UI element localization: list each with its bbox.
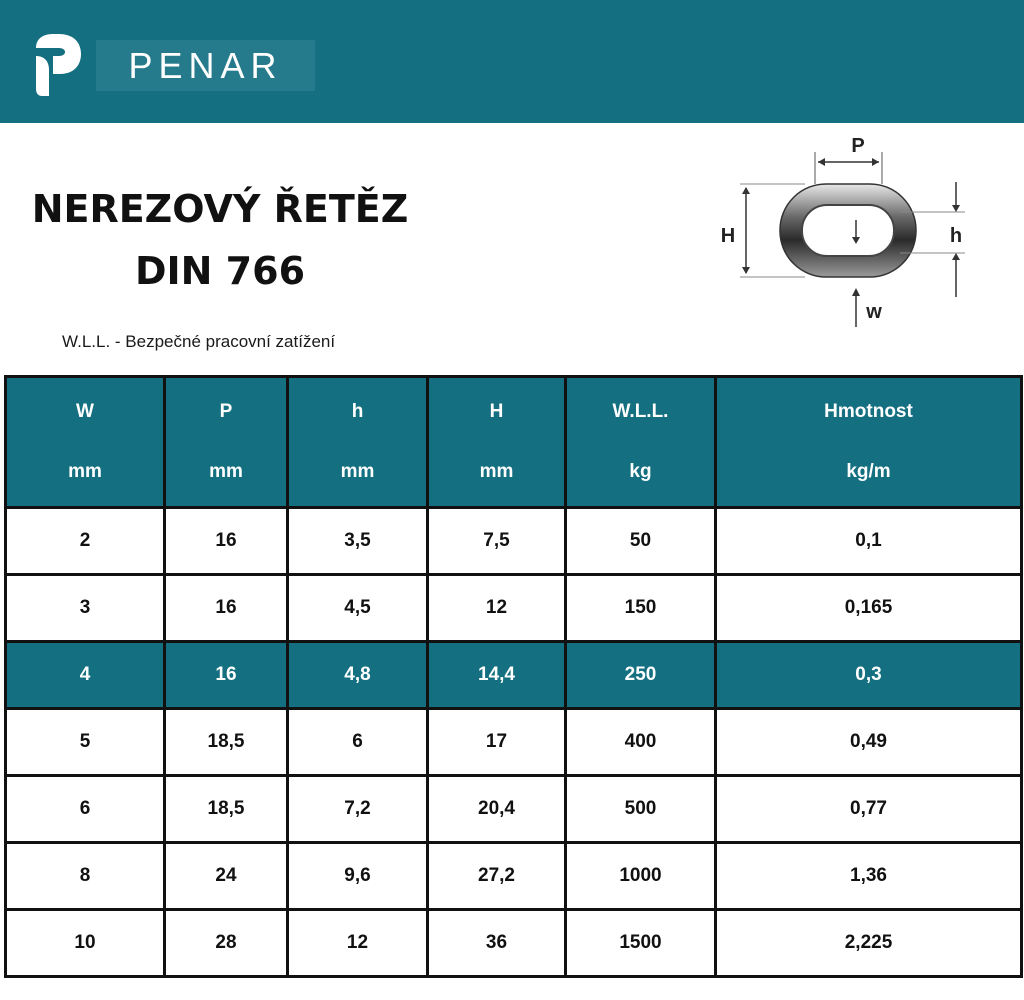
table-row xyxy=(6,843,1022,910)
cell-w: 5 xyxy=(6,709,165,776)
brand-logo-box xyxy=(96,40,315,91)
cell-wll: 50 xyxy=(566,508,716,575)
table-header-row xyxy=(6,377,1022,508)
cell-h: 7,2 xyxy=(288,776,428,843)
table-row xyxy=(6,709,1022,776)
cell-w: 6 xyxy=(6,776,165,843)
cell-w: 4 xyxy=(6,642,165,709)
cell-p: 16 xyxy=(165,575,288,642)
wll-note: W.L.L. - Bezpečné pracovní zatížení xyxy=(62,332,336,351)
cell-p: 28 xyxy=(165,910,288,977)
cell-h: 9,6 xyxy=(288,843,428,910)
header-W: W mm xyxy=(6,377,165,508)
cell-H: 17 xyxy=(428,709,566,776)
header-P: P mm xyxy=(165,377,288,508)
cell-h: 4,5 xyxy=(288,575,428,642)
cell-H: 27,2 xyxy=(428,843,566,910)
cell-h: 6 xyxy=(288,709,428,776)
diagram-label-P: P xyxy=(851,135,865,157)
cell-hmotnost: 0,3 xyxy=(716,642,1022,709)
cell-p: 16 xyxy=(165,642,288,709)
diagram-label-H: H xyxy=(720,225,736,247)
brand-name: PENAR xyxy=(128,45,283,86)
chain-link-diagram xyxy=(710,132,975,332)
cell-hmotnost: 1,36 xyxy=(716,843,1022,910)
cell-w: 2 xyxy=(6,508,165,575)
cell-H: 14,4 xyxy=(428,642,566,709)
cell-w: 8 xyxy=(6,843,165,910)
cell-hmotnost: 0,49 xyxy=(716,709,1022,776)
header-H: H mm xyxy=(428,377,566,508)
title-line-2: DIN 766 xyxy=(134,249,306,293)
cell-wll: 250 xyxy=(566,642,716,709)
title-line-1: NEREZOVÝ ŘETĚZ xyxy=(31,187,409,231)
cell-hmotnost: 0,165 xyxy=(716,575,1022,642)
cell-w: 10 xyxy=(6,910,165,977)
table-row-highlighted xyxy=(6,642,1022,709)
cell-hmotnost: 0,77 xyxy=(716,776,1022,843)
page-title xyxy=(30,178,410,302)
cell-h: 3,5 xyxy=(288,508,428,575)
cell-H: 12 xyxy=(428,575,566,642)
cell-H: 7,5 xyxy=(428,508,566,575)
cell-h: 12 xyxy=(288,910,428,977)
table-row xyxy=(6,910,1022,977)
cell-wll: 1500 xyxy=(566,910,716,977)
brand-header xyxy=(0,0,1024,123)
cell-wll: 150 xyxy=(566,575,716,642)
cell-h: 4,8 xyxy=(288,642,428,709)
cell-hmotnost: 0,1 xyxy=(716,508,1022,575)
cell-H: 20,4 xyxy=(428,776,566,843)
cell-H: 36 xyxy=(428,910,566,977)
table-row xyxy=(6,508,1022,575)
table-row xyxy=(6,575,1022,642)
cell-p: 18,5 xyxy=(165,709,288,776)
cell-wll: 500 xyxy=(566,776,716,843)
cell-p: 24 xyxy=(165,843,288,910)
diagram-label-h: h xyxy=(949,225,963,247)
spec-table xyxy=(4,375,1023,978)
penar-logo-icon xyxy=(33,30,83,98)
header-wll: W.L.L. kg xyxy=(566,377,716,508)
cell-wll: 1000 xyxy=(566,843,716,910)
diagram-label-w: w xyxy=(866,301,882,323)
cell-p: 16 xyxy=(165,508,288,575)
header-h: h mm xyxy=(288,377,428,508)
cell-w: 3 xyxy=(6,575,165,642)
cell-p: 18,5 xyxy=(165,776,288,843)
table-row xyxy=(6,776,1022,843)
cell-wll: 400 xyxy=(566,709,716,776)
cell-hmotnost: 2,225 xyxy=(716,910,1022,977)
header-hmotnost: Hmotnost kg/m xyxy=(716,377,1022,508)
